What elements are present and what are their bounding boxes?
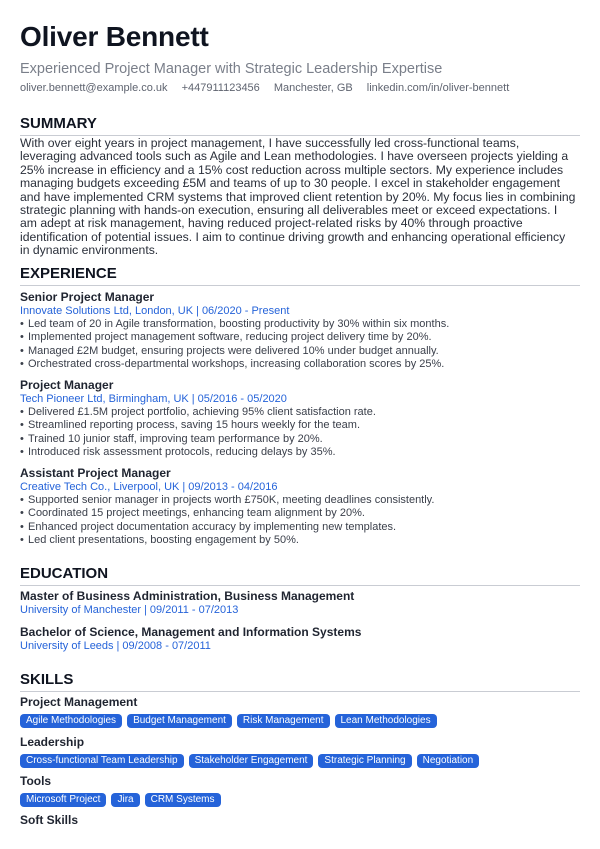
contact-email[interactable]: oliver.bennett@example.co.uk xyxy=(20,82,168,94)
skill-group-title: Tools xyxy=(20,774,52,788)
skill-chip: Budget Management xyxy=(127,714,232,728)
candidate-headline: Experienced Project Manager with Strategic Leadership Expertise xyxy=(20,61,443,77)
education-dates: 09/2011 - 07/2013 xyxy=(149,604,239,616)
meta-separator: | xyxy=(196,305,199,317)
skill-group-title: Project Management xyxy=(20,695,138,709)
education-entry xyxy=(20,589,580,617)
job-dates: 09/2013 - 04/2016 xyxy=(188,481,278,493)
skill-group-title: Soft Skills xyxy=(20,813,79,827)
meta-separator: | xyxy=(144,604,147,616)
job-bullet: • Trained 10 junior staff, improving team performance by 20%. xyxy=(20,433,580,446)
candidate-name: Oliver Bennett xyxy=(20,21,209,52)
job-bullet: • Implemented project management software, reducing project delivery time by 20%. xyxy=(20,331,580,344)
job-bullet: • Streamlined reporting process, saving 15 hours weekly for the team. xyxy=(20,419,580,432)
skill-group xyxy=(20,813,580,832)
job-meta xyxy=(20,392,580,406)
job-bullet: • Introduced risk assessment protocols, reducing delays by 35%. xyxy=(20,446,580,459)
job-company: Creative Tech Co., Liverpool, UK xyxy=(20,481,180,493)
skill-chip: Agile Methodologies xyxy=(20,714,122,728)
job-bullet: • Delivered £1.5M project portfolio, achieving 95% client satisfaction rate. xyxy=(20,406,580,419)
job-role: Assistant Project Manager xyxy=(20,466,171,480)
education-degree: Bachelor of Science, Management and Information Systems xyxy=(20,625,362,639)
skill-chip: Strategic Planning xyxy=(318,754,411,768)
education-heading: EDUCATION xyxy=(20,565,580,586)
job-bullet: • Orchestrated cross-departmental workshops, increasing collaboration scores by 25%. xyxy=(20,358,580,371)
education-school: University of Leeds xyxy=(20,640,114,652)
summary-text: With over eight years in project management, I have successfully led cross-functional teams, leveraging advanced tools such as Agile and Lean methodologies. I have overseen projects yielding a 25% increase in efficiency and a 15% cost reduction across multiple sectors. My experience includes managing budgets exceeding £5M and teams of up to 30 people. I excel in stakeholder engagement and have implemented CRM systems that improved client retention by 20%. My focus lies in combining strategic planning with hands-on execution, ensuring all deliverables meet or exceed expectations. I am adept at risk management, having reduced project-related risks by 40% through proactive identification of potential issues. I aim to continue driving growth and enhancing operational efficiency in dynamic environments. xyxy=(20,136,576,258)
job-bullet: • Managed £2M budget, ensuring projects were delivered 10% under budget annually. xyxy=(20,345,580,358)
contact-location: Manchester, GB xyxy=(273,82,353,94)
experience-heading: EXPERIENCE xyxy=(20,265,580,286)
education-meta xyxy=(20,639,580,653)
summary-heading: SUMMARY xyxy=(20,115,580,136)
skills-heading: SKILLS xyxy=(20,671,580,692)
job-dates: 06/2020 - Present xyxy=(201,305,290,317)
skill-chip: Lean Methodologies xyxy=(335,714,437,728)
skill-chip: CRM Systems xyxy=(145,793,221,807)
skill-group xyxy=(20,774,580,807)
job-entry xyxy=(20,290,580,371)
job-meta xyxy=(20,304,580,318)
skill-chips xyxy=(20,714,580,728)
education-degree: Master of Business Administration, Business Management xyxy=(20,589,355,603)
meta-separator: | xyxy=(191,393,195,405)
job-bullet: • Supported senior manager in projects worth £750K, meeting deadlines consistently. xyxy=(20,494,580,507)
skill-chip: Negotiation xyxy=(417,754,480,768)
job-meta xyxy=(20,480,580,494)
job-bullet: • Led client presentations, boosting engagement by 50%. xyxy=(20,534,580,547)
job-bullet: • Coordinated 15 project meetings, enhancing team alignment by 20%. xyxy=(20,507,580,520)
job-entry xyxy=(20,378,580,459)
skill-chip: Risk Management xyxy=(237,714,330,728)
job-role: Senior Project Manager xyxy=(20,290,155,304)
job-bullet: • Enhanced project documentation accuracy by implementing new templates. xyxy=(20,521,580,534)
contact-linkedin[interactable]: linkedin.com/in/oliver-bennett xyxy=(366,82,510,94)
job-bullet: • Led team of 20 in Agile transformation, boosting productivity by 30% within six months. xyxy=(20,318,580,331)
education-school: University of Manchester xyxy=(20,604,142,616)
education-entry xyxy=(20,625,580,653)
job-company: Innovate Solutions Ltd, London, UK xyxy=(20,305,194,317)
job-bullets xyxy=(20,494,580,547)
skill-chip: Stakeholder Engagement xyxy=(189,754,314,768)
meta-separator: | xyxy=(182,481,186,493)
education-meta xyxy=(20,603,580,617)
contact-line xyxy=(20,81,520,95)
skill-group xyxy=(20,735,580,768)
job-bullets xyxy=(20,318,580,371)
skill-chips xyxy=(20,793,580,807)
job-bullets xyxy=(20,406,580,459)
job-entry xyxy=(20,466,580,547)
skill-chip: Microsoft Project xyxy=(20,793,106,807)
meta-separator: | xyxy=(116,640,120,652)
contact-phone[interactable]: +447911123456 xyxy=(181,82,260,94)
skill-group xyxy=(20,695,580,728)
job-dates: 05/2016 - 05/2020 xyxy=(197,393,287,405)
education-dates: 09/2008 - 07/2011 xyxy=(122,640,211,652)
skill-chip: Jira xyxy=(111,793,139,807)
skill-group-title: Leadership xyxy=(20,735,85,749)
skill-chip: Cross-functional Team Leadership xyxy=(20,754,184,768)
job-role: Project Manager xyxy=(20,378,114,392)
skill-chips xyxy=(20,754,580,768)
job-company: Tech Pioneer Ltd, Birmingham, UK xyxy=(20,393,189,405)
